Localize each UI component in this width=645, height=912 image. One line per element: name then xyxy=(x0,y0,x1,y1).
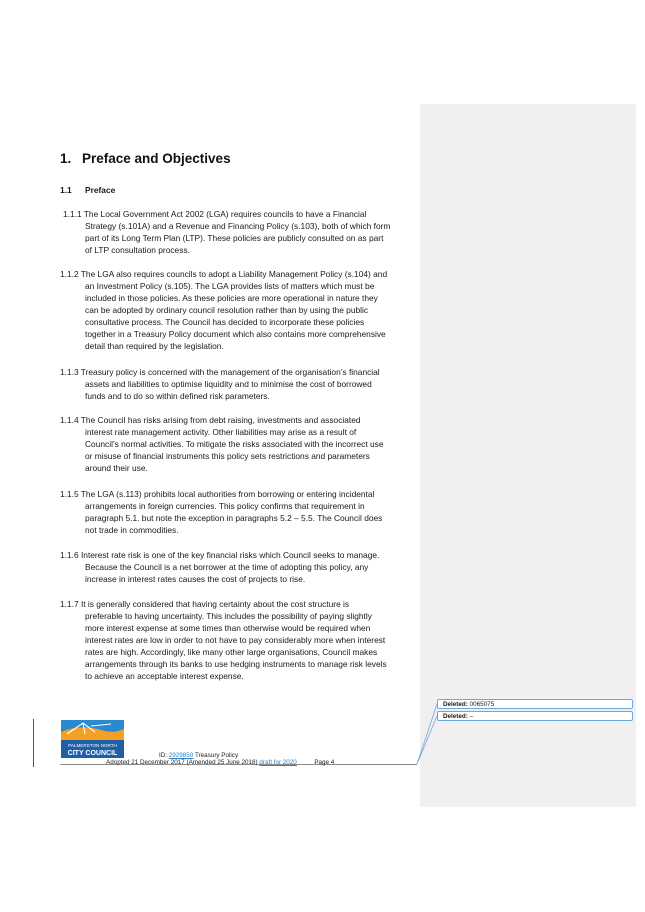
comment-label: Deleted: xyxy=(443,701,468,708)
paragraph-line: interest rates are low in order to not have to pay considerably more when interest xyxy=(85,635,386,645)
footer-id-label: ID: xyxy=(159,752,168,759)
council-logo xyxy=(61,720,124,758)
comment-text: 0065075 xyxy=(469,701,495,708)
paragraph-1-1-5 xyxy=(60,488,414,536)
paragraph-1-1-3 xyxy=(60,366,414,402)
paragraph-line: 1.1.7 It is generally considered that having certainty about the cost structure is xyxy=(60,599,350,609)
paragraph-line: increase in interest rates causes the cost of projects to rise. xyxy=(85,574,306,584)
logo-line-1: PALMERSTON NORTH xyxy=(68,743,117,748)
paragraph-line: Strategy (s.101A) and a Revenue and Financing Policy (s.103), both of which form xyxy=(85,221,391,231)
footer-page-number: 4 xyxy=(330,759,335,766)
paragraph-line: detail than required by the legislation. xyxy=(85,341,224,351)
paragraph-1-1-7 xyxy=(60,598,414,682)
paragraph-line: 1.1.3 Treasury policy is concerned with the management of the organisation’s financial xyxy=(60,367,380,377)
paragraph-line: together in a Treasury Policy document which also contains more comprehensive xyxy=(85,329,386,339)
paragraph-line: to achieve an acceptable interest expense. xyxy=(85,671,244,681)
change-bar xyxy=(33,719,34,767)
paragraph-1-1-2 xyxy=(60,268,414,352)
paragraph-line: around their use. xyxy=(85,463,148,473)
paragraph-line: 1.1.5 The LGA (s.113) prohibits local authorities from borrowing or entering incidental xyxy=(60,489,375,499)
section-number: 1.1 xyxy=(60,185,72,195)
paragraph-line: not trade in commodities. xyxy=(85,525,179,535)
heading-text: Preface and Objectives xyxy=(82,151,231,166)
paragraph-line: an Investment Policy (s.105). The LGA provides lists of matters which must be xyxy=(85,281,375,291)
footer-doc-name: Treasury Policy xyxy=(194,752,239,759)
paragraph-line: 1.1.2 The LGA also requires councils to adopt a Liability Management Policy (s.104) and xyxy=(60,269,388,279)
section-heading xyxy=(60,185,115,195)
comment-text: – xyxy=(469,713,474,720)
paragraph-line: more interest expense at some times than otherwise would be required when xyxy=(85,623,371,633)
paragraph-line: 1.1.1 The Local Government Act 2002 (LGA) requires councils to have a Financial xyxy=(63,209,367,219)
paragraph-line: 1.1.4 The Council has risks arising from debt raising, investments and associated xyxy=(60,415,361,425)
comment-balloon[interactable] xyxy=(437,699,633,709)
paragraph-line: part of its Long Term Plan (LTP). These policies are publicly consulted on as part xyxy=(85,233,384,243)
paragraph-line: assets and liabilities to optimise liquidity and to minimise the cost of borrowed xyxy=(85,379,372,389)
paragraph-line: paragraph 5.1. but note the exception in paragraphs 5.2 – 5.5. The Council does xyxy=(85,513,383,523)
paragraph-1-1-4 xyxy=(60,414,414,474)
footer-page-label: Page xyxy=(314,759,330,766)
comment-balloon[interactable] xyxy=(437,711,633,721)
page-title xyxy=(60,151,231,166)
paragraph-line: of LTP consultation process. xyxy=(85,245,190,255)
heading-number: 1. xyxy=(60,151,72,166)
paragraph-line: funds and to do so within defined risk parameters. xyxy=(85,391,270,401)
footer-id xyxy=(159,752,238,759)
paragraph-line: consultative process. The Council has decided to incorporate these policies xyxy=(85,317,365,327)
paragraph-line: Council’s normal activities. To mitigate the risks associated with the incorrect use xyxy=(85,439,384,449)
paragraph-line: arrangements through its banks to use hedging instruments to manage risk levels xyxy=(85,659,387,669)
paragraph-line: can be adopted by ordinary council resolution rather than by using the public xyxy=(85,305,369,315)
paragraph-1-1-6 xyxy=(60,549,414,585)
paragraph-line: interest rate management activity. Other liabilities may arise as a result of xyxy=(85,427,357,437)
paragraph-line: 1.1.6 Interest rate risk is one of the key financial risks which Council seeks to manage. xyxy=(60,550,380,560)
logo-line-2: CITY COUNCIL xyxy=(67,750,118,757)
paragraph-line: included in those policies. As these policies are more operational in nature they xyxy=(85,293,378,303)
footer-adopted-text: Adopted 21 December 2017 (Amended 25 June 2018) xyxy=(106,759,258,766)
footer-id-value: 2929850 xyxy=(168,752,194,759)
section-text: Preface xyxy=(85,185,116,195)
footer-adopted xyxy=(106,759,334,766)
footer-draft: draft for 2020 xyxy=(259,759,297,766)
paragraph-line: arrangements in foreign currencies. This policy confirms that requirement in xyxy=(85,501,365,511)
paragraph-line: or misuse of financial instruments this policy sets restrictions and parameters xyxy=(85,451,370,461)
comment-label: Deleted: xyxy=(443,713,468,720)
paragraph-line: preferable to having uncertainty. This includes the possibility of paying slightly xyxy=(85,611,372,621)
paragraph-line: rates are high. Accordingly, like many other large organisations, Council makes xyxy=(85,647,378,657)
paragraph-1-1-1 xyxy=(60,208,414,256)
paragraph-line: Because the Council is a net borrower at the time of adopting this policy, any xyxy=(85,562,369,572)
